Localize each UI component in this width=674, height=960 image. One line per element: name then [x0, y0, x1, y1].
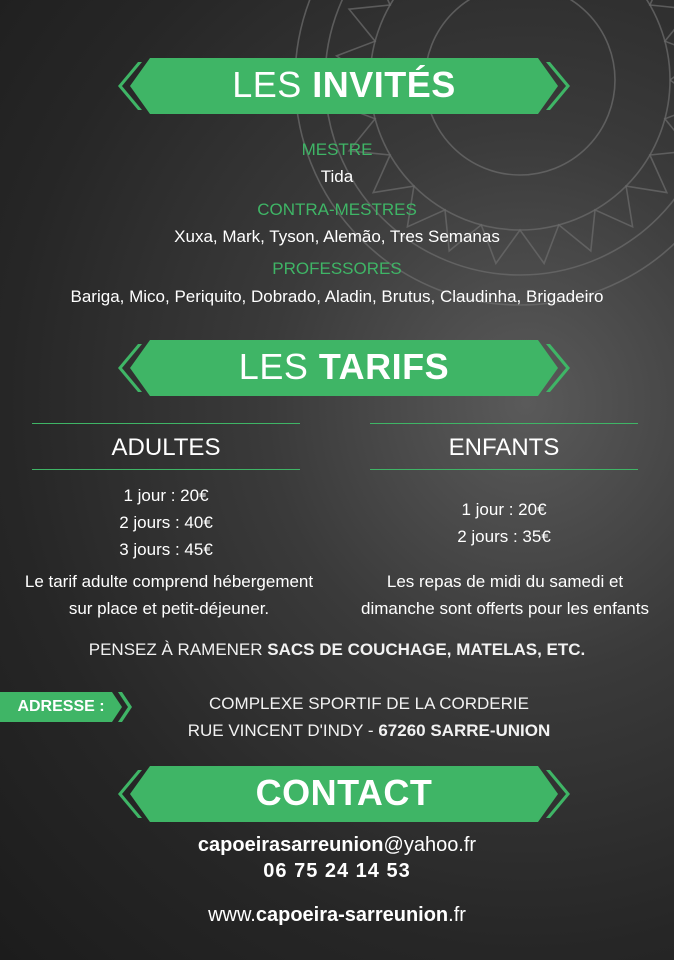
price-line: 1 jour : 20€ — [461, 500, 547, 519]
role-mestre-names: Tida — [320, 167, 354, 186]
role-mestre-label: MESTRE — [301, 140, 373, 159]
enfants-title: ENFANTS — [448, 434, 560, 461]
adresse-line1: COMPLEXE SPORTIF DE LA CORDERIE — [209, 694, 529, 713]
role-professores-label: PROFESSORES — [272, 259, 402, 278]
note-line: Le tarif adulte comprend hébergement — [24, 572, 314, 591]
adultes-prices — [32, 482, 300, 563]
price-line: 2 jours : 35€ — [457, 527, 551, 546]
adultes-title: ADULTES — [111, 434, 221, 461]
mandala-zigzag — [337, 0, 674, 263]
role-contra-mestres-names: Xuxa, Mark, Tyson, Alemão, Tres Semanas — [174, 227, 500, 246]
adultes-note — [0, 568, 338, 622]
contact-email[interactable]: capoeirasarreunion@yahoo.fr — [197, 834, 477, 856]
note-line: dimanche sont offerts pour les enfants — [361, 599, 649, 618]
adresse-tag — [0, 692, 134, 722]
role-contra-mestres-label: CONTRA-MESTRES — [257, 200, 417, 219]
note-line: sur place et petit-déjeuner. — [68, 599, 270, 618]
price-line: 2 jours : 40€ — [119, 513, 213, 532]
adresse-line2: RUE VINCENT D'INDY - 67260 SARRE-UNION — [187, 721, 551, 740]
tarifs-banner — [112, 338, 576, 402]
reminder-text: PENSEZ À RAMENER SACS DE COUCHAGE, MATELAS, ETC. — [88, 640, 586, 659]
contact-banner — [112, 764, 576, 828]
enfants-rule-bottom — [370, 469, 638, 470]
adultes-rule-bottom — [32, 469, 300, 470]
note-line: Les repas de midi du samedi et — [386, 572, 624, 591]
adultes-rule-top — [32, 423, 300, 424]
invites-banner — [112, 56, 576, 120]
invites-title: LES INVITÉS — [232, 64, 456, 105]
contact-website[interactable]: www.capoeira-sarreunion.fr — [208, 904, 466, 926]
enfants-prices — [370, 496, 638, 550]
enfants-rule-top — [370, 423, 638, 424]
enfants-note — [336, 568, 674, 622]
price-line: 1 jour : 20€ — [123, 486, 209, 505]
contact-title: CONTACT — [255, 772, 433, 813]
adresse-label: ADRESSE : — [17, 698, 105, 715]
price-line: 3 jours : 45€ — [119, 540, 213, 559]
contact-phone[interactable]: 06 75 24 14 53 — [263, 860, 411, 882]
role-professores-names: Bariga, Mico, Periquito, Dobrado, Aladin, Brutus, Claudinha, Brigadeiro — [70, 287, 604, 306]
adresse-block — [134, 690, 604, 744]
tarifs-title: LES TARIFS — [238, 346, 450, 387]
